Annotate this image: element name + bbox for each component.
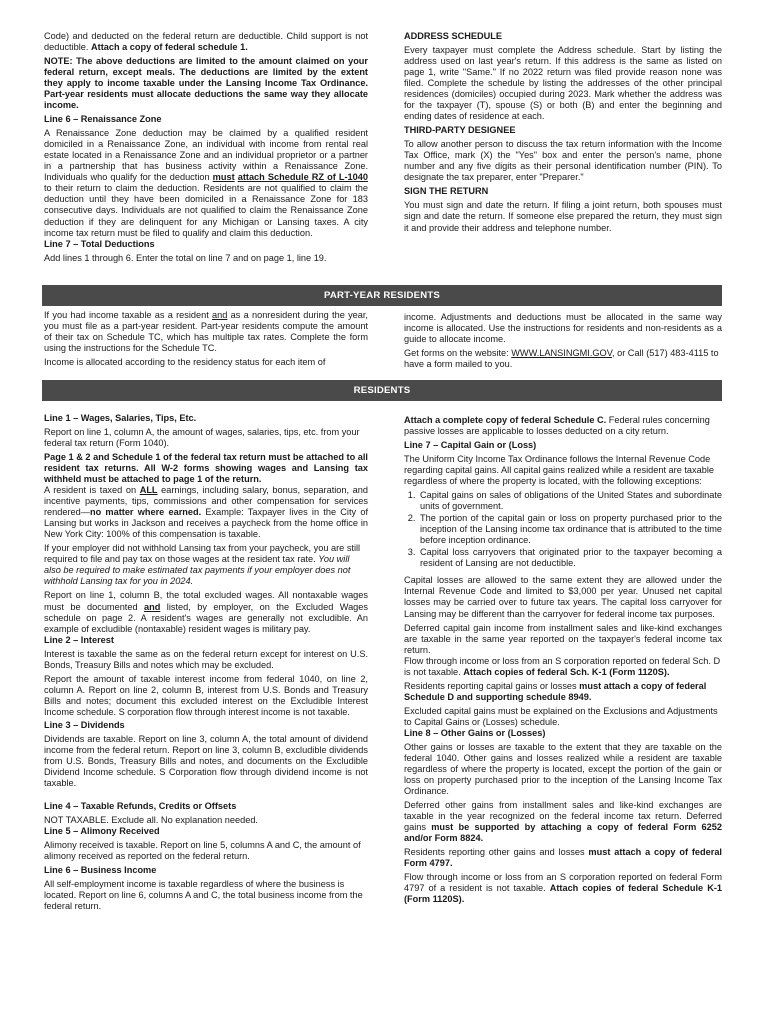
part-year-right-text: income. Adjustments and deductions must be allocated in the same way income is allocated. Use the instructions for residents and non-residents as a guide to allocate income.: [404, 312, 722, 345]
capital-gain-exceptions: [404, 490, 722, 569]
line4-heading: Line 4 – Taxable Refunds, Credits or Offsets: [44, 801, 237, 811]
deductions-paragraph: Code) and deducted on the federal return are deductible. Child support is not deductible. Attach a copy of federal schedule 1.: [44, 31, 368, 53]
line1-taxed: A resident is taxed on ALL earnings, including salary, bonus, separation, and incentive payments, tips, commissions and other compensation for services rendered—no matter where earned. Example: Taxpayer lives in the City of Lansing but works in Jackson and receives a paycheck from the home office in New York City: 100% of this compensation is taxable.: [44, 485, 369, 540]
deferred-capital-text: Deferred capital gain income from installment sales and like-kind exchanges are taxable in the same year reported on the taxpayer's federal income tax return.: [404, 622, 722, 655]
exception-item: 1. Capital gains on sales of obligations of the United States and subordinate units of government.: [418, 490, 722, 512]
capital-gains-attach: Residents reporting capital gains or losses must attach a copy of federal Schedule D and supporting schedule 8949.: [404, 680, 707, 702]
line6-business-text: All self-employment income is taxable regardless of where the business is located. Report on line 6, columns A and C, the total business income from the federal return.: [44, 879, 363, 912]
residents-banner: RESIDENTS: [42, 380, 722, 401]
line7-capital-text: The Uniform City Income Tax Ordinance follows the Internal Revenue Code regarding capital gains. All capital gains realized while a resident are taxable regardless of where the property is located, with the following exceptions:: [404, 454, 715, 487]
line7-heading: Line 7 – Total Deductions: [44, 238, 155, 249]
sign-return-text: You must sign and date the return. If filing a joint return, both spouses must sign and date the return. If someone else prepared the return, they must sign it and provide their address and telephone number.: [404, 200, 722, 233]
line3-text: Dividends are taxable. Report on line 3, column A, the total amount of dividend income from the federal return. Report on line 3, column B, excludible dividends from U.S. Bonds, Treasury Bills and notes, and documents on the Excludible Dividend Income schedule. S Corporation flow through dividend income is not taxable.: [44, 733, 368, 788]
line2-heading: Line 2 – Interest: [44, 634, 114, 645]
line7-capital-heading: Line 7 – Capital Gain or (Loss): [404, 440, 537, 451]
address-schedule-text: Every taxpayer must complete the Address schedule. Start by listing the address used on last year's return. If this address is the same as listed on page 1, write "Same." If no 2022 return was filed provide reason none was filed. Complete the schedule by listing the addresses of the other principal residences (domiciles) occupied during 2023. Mark whether the address was for the taxpayer (T), spouse (S) or both (B) and enter the beginning and ending dates of residence at each.: [404, 45, 722, 122]
exception-item: 3. Capital loss carryovers that originated prior to the taxpayer becoming a resident of Lansing are not deductible.: [418, 547, 722, 569]
line5-text: Alimony received is taxable. Report on line 5, columns A and C, the amount of alimony received as reported on the federal return.: [44, 840, 361, 862]
top-left-column: [44, 31, 368, 267]
line1-nontaxable: Report on line 1, column B, the total excluded wages. All nontaxable wages must be documented and listed, by employer, on the Excluded Wages schedule on page 2. A resident's wages are generally not excludible. An example of excludible (nontaxable) resident wages is military pay.: [44, 590, 368, 634]
line6-heading: Line 6 – Renaissance Zone: [44, 114, 162, 125]
line1-withhold: If your employer did not withhold Lansing tax from your paycheck, you are still required to file and pay tax on those wages at the resident tax rate. You will also be required to make estimated tax payments if your employer does not withhold Lansing tax for you in 2024.: [44, 543, 361, 587]
line8-flow: Flow through income or loss from an S corporation reported on federal Form 4797 of a resident is not taxable. Attach copies of federal Schedule K-1 (Form 1120S).: [404, 872, 722, 905]
line7-text: Add lines 1 through 6. Enter the total on line 7 and on page 1, line 19.: [44, 252, 327, 263]
line8-text: Other gains or losses are taxable to the extent that they are taxable on the federal 1040. Other gains and losses realized while a resident are taxable regardless of where the property is located, except the portion of the gain or loss on property purchased prior to the inception of the Lansing Income Tax Ordinance.: [404, 741, 722, 796]
line6-text: A Renaissance Zone deduction may be claimed by a qualified resident domiciled in a Renaissance Zone, an individual with income from rental real estate located in a Renaissance Zone and an individual proprietor or a partner in a partnership that has business activity within a Renaissance Zone. Individuals who qualify for the deduction must attach Schedule RZ of L-1040 to their return to claim the deduction. Residents are not qualified to claim the deduction until they have been domiciled in a Renaissance Zone for 183 consecutive days. Individuals are not qualified to claim the Renaissance Zone deduction if they are delinquent for any Michigan or Lansing taxes. A city income tax return must be filed to qualify and claim this deduction.: [44, 128, 368, 238]
attach-schedule-c: Attach a complete copy of federal Schedule C. Federal rules concerning passive losses are applicable to losses deducted on a city return.: [404, 415, 710, 437]
line1-attach-note: Page 1 & 2 and Schedule 1 of the federal tax return must be attached to all resident tax returns. All W-2 forms showing wages and Lansing tax withheld must be attached to page 1 of the return.: [44, 452, 368, 485]
exception-item: 2. The portion of the capital gain or loss on property purchased prior to the inception of the Lansing income tax ordinance that is attributed to the time before inception ordinance.: [418, 513, 722, 546]
part-year-left: [44, 310, 368, 371]
deductions-note: NOTE: The above deductions are limited to the amount claimed on your federal return, except meals. The deductions are limited by the extent they apply to income taxable under the Lansing Income Tax Ordinance. Part-year residents must allocate deductions the same way they allocate income.: [44, 56, 368, 111]
line5-heading: Line 5 – Alimony Received: [44, 826, 160, 837]
capital-losses-text: Capital losses are allowed to the same extent they are allowed under the Internal Revenue Code and limited to $3,000 per year. Unused net capital losses may be carried over to future tax years. The capital loss carryover for Lansing may be different than the carryover for federal income tax purposes.: [404, 575, 722, 619]
line8-heading: Line 8 – Other Gains or (Losses): [404, 727, 546, 738]
part-year-left-allocation: Income is allocated according to the residency status for each item of: [44, 357, 326, 368]
excluded-gains-text: Excluded capital gains must be explained on the Exclusions and Adjustments to Capital Gains or (Losses) schedule.: [404, 705, 718, 727]
part-year-residents-banner: PART-YEAR RESIDENTS: [42, 285, 722, 306]
line2-text: Interest is taxable the same as on the federal return except for interest on U.S. Bonds, Treasury Bills and notes which may be excluded.: [44, 648, 368, 670]
residents-left-column: [44, 413, 368, 915]
third-party-text: To allow another person to discuss the tax return information with the Income Tax Office, mark (X) the "Yes" box and enter the person's name, phone number and any five digits as their personal identification number (PIN). To designate the tax preparer, enter "Preparer.": [404, 139, 722, 183]
line3-heading: Line 3 – Dividends: [44, 719, 125, 730]
top-right-column: [404, 31, 722, 237]
address-schedule-heading: ADDRESS SCHEDULE: [404, 31, 503, 41]
part-year-forms: Get forms on the website: WWW.LANSINGMI.GOV, or Call (517) 483-4115 to have a form mailed to you.: [404, 348, 719, 370]
line6-business-heading: Line 6 – Business Income: [44, 865, 157, 876]
part-year-left-text: If you had income taxable as a resident and as a nonresident during the year, you must file as a part-year resident. Part-year residents compute the amount of their tax on Schedule TC, which has multiple tax rates. Complete the form using the instructions for the Schedule TC.: [44, 310, 368, 354]
line8-deferred: Deferred other gains from installment sales and like-kind exchanges are taxable in the year recognized on the federal income tax return. Deferred gains must be supported by attaching a copy of federal Form 6252 and/or Form 8824.: [404, 800, 722, 844]
line1-heading: Line 1 – Wages, Salaries, Tips, Etc.: [44, 413, 197, 423]
part-year-right: [404, 312, 722, 373]
line4-text: NOT TAXABLE. Exclude all. No explanation needed.: [44, 815, 258, 826]
line8-residents-attach: Residents reporting other gains and losses must attach a copy of federal Form 4797.: [404, 847, 722, 869]
line1-text: Report on line 1, column A, the amount of wages, salaries, tips, etc. from your federal tax return (Form 1040).: [44, 427, 360, 449]
residents-right-column: [404, 415, 722, 908]
lansing-website-link[interactable]: WWW.LANSINGMI.GOV: [511, 348, 612, 359]
line2-text-2: Report the amount of taxable interest income from federal 1040, on line 2, column A. Report on line 2, column B, interest from U.S. Bonds and Treasury Bills and notes; document this excluded interest on the Excludible Interest Income schedule. S corporation flow through interest income is not taxable.: [44, 673, 368, 717]
sign-return-heading: SIGN THE RETURN: [404, 186, 489, 197]
third-party-heading: THIRD-PARTY DESIGNEE: [404, 125, 516, 136]
s-corp-flow-text: Flow through income or loss from an S corporation reported on federal Sch. D is not taxable. Attach copies of federal Sch. K-1 (Form 1120S).: [404, 655, 721, 677]
